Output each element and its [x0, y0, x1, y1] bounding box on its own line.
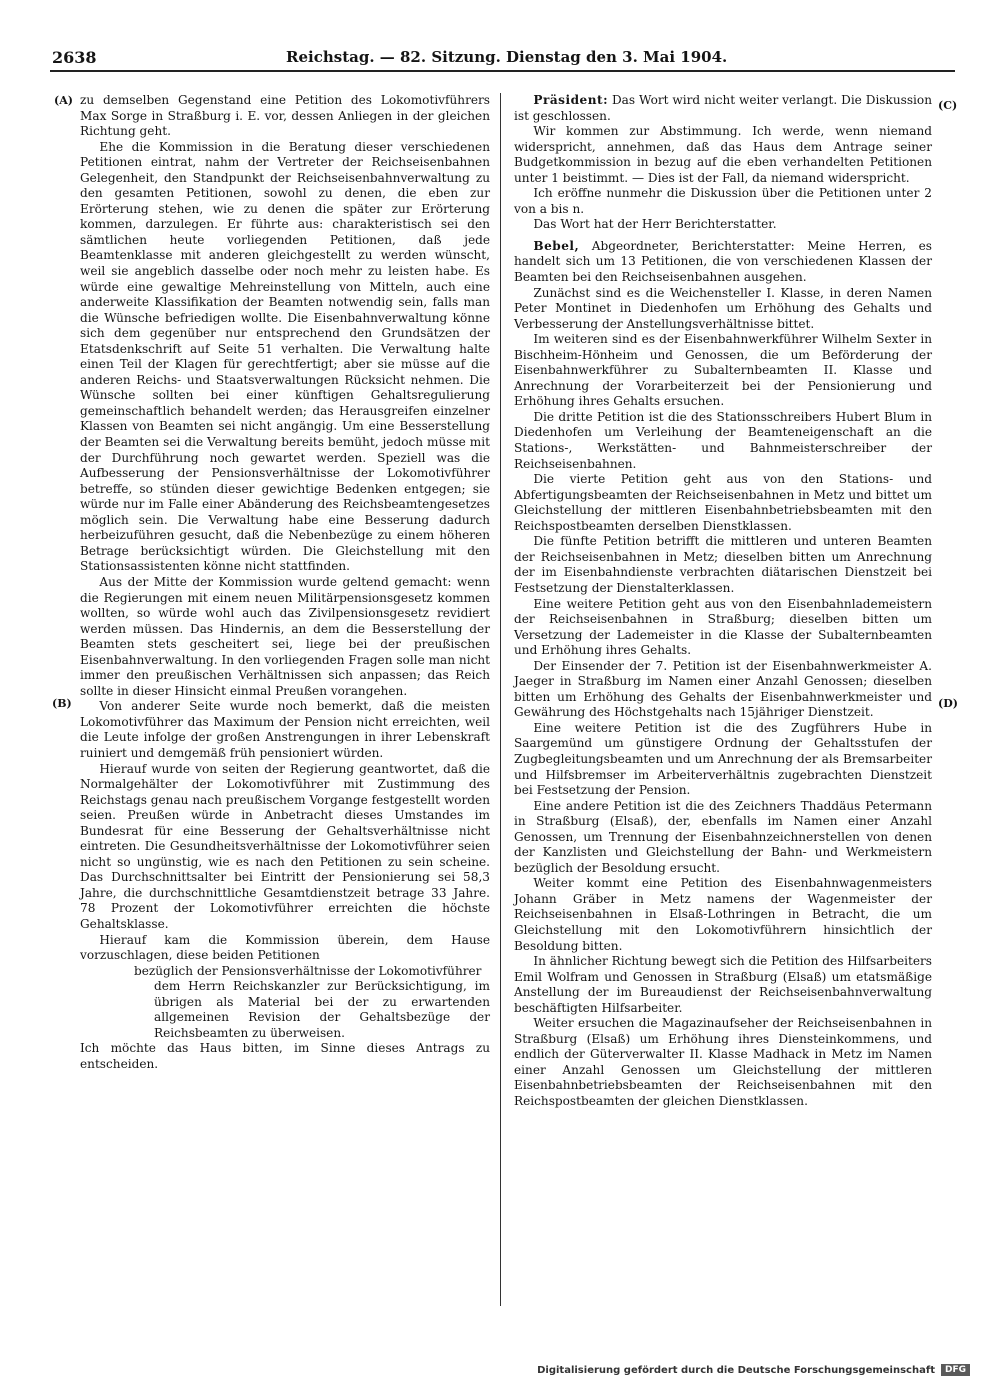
speech-bebel — [514, 239, 932, 286]
motion-clause: dem Herrn Reichskanzler zur Berücksichtigung, im übrigen als Material bei der zu erwartenden allgemeinen Revision der Gehaltsbezüge der Reichsbeamten zu überweisen. — [154, 979, 490, 1040]
speech-text: Meine Herren, es handelt sich um 13 Petitionen, die von verschiedenen Klassen der Beamten bei den Reichseisenbahnen ausgehen. — [514, 238, 932, 285]
speaker-name: Präsident: — [533, 93, 609, 107]
paragraph: Die dritte Petition ist die des Stationsschreibers Hubert Blum in Diedenhofen um Verleihung der Beamteneigenschaft an die Stations-, Werkstätten- und Bahnmeisterschreiber der Reichseisenbahnen. — [514, 409, 932, 471]
paragraph: Eine weitere Petition geht aus von den Eisenbahnlademeistern der Reichseisenbahnen in Straßburg; dieselben bitten um Versetzung der Lademeister in die Klasse der Subalternbeamten und Erhöhung ihres Gehalts. — [514, 596, 932, 658]
speech-president — [514, 93, 932, 124]
running-title: Reichstag. — 82. Sitzung. Dienstag den 3. Mai 1904. — [286, 48, 728, 66]
paragraph: In ähnlicher Richtung bewegt sich die Petition des Hilfsarbeiters Emil Wolfram und Genossen in Straßburg (Elsaß) um etatsmäßige Anstellung der im Bureaudienst der Reichseisenbahnverwaltung beschäftigten Hilfsarbeiter. — [514, 954, 932, 1015]
right-column — [514, 93, 932, 1110]
paragraph: Weiter kommt eine Petition des Eisenbahnwagenmeisters Johann Gräber in Metz namens der Wagenmeister der Reichseisenbahnen in Elsaß-Lothringen in Betracht, die um Gleichstellung mit den Lokomotivführern hinsichtlich der Besoldung bitten. — [514, 876, 932, 953]
paragraph: Der Einsender der 7. Petition ist der Eisenbahnwerkmeister A. Jaeger in Straßburg im Namen einer Anzahl Genossen; dieselben bitten um Erhöhung des Gehalts der Eisenbahnwerkmeister und Gewährung des Höchstgehalts nach 15jähriger Dienstzeit. — [514, 658, 932, 720]
paragraph: Ehe die Kommission in die Beratung dieser verschiedenen Petitionen eintrat, nahm der Vertreter der Reichseisenbahnen Gelegenheit, den Standpunkt der Reichseisenbahnverwaltung zu den gesamten Petitionen, sowohl zu denen, die eben zur Erörterung stehen, wie zu denen die später zur Erörterung kommen, darzulegen. Er führte aus: charakteristisch sei den sämtlichen heute vorliegenden Petitionen, daß jede Beamtenklasse mit anderen gleichgestellt zu werden wünscht, weil sie angeblich dasselbe oder noch mehr zu leisten habe. Es würde eine gewaltige Mehreinstellung von Mitteln, auch eine anderweite Klassifikation der Beamten notwendig sein, falls man die Wünsche befriedigen wollte. Die Eisenbahnverwaltung könne sich dem gegenüber nur entsprechend den Grundsätzen der Etatsdenkschrift auf Seite 51 verhalten. Die Verwaltung halte einen Teil der Klagen für gerechtfertigt; aber sie müsse auf die anderen Reichs- und Staatsverwaltungen Rücksicht nehmen. Die Wünsche sollten bei einer künftigen Gehaltsregulierung gemeinschaftlich behandelt werden; das Herausgreifen einzelner Klassen von Beamten sei nicht angängig. Um eine Besserstellung der Beamten sei die Verwaltung bereits bemüht, jedoch müsse mit der Durchführung noch gewartet werden. Speziell was die Aufbesserung der Pensionsverhältnisse der Lokomotivführer betreffe, so stünden dieser gewichtige Bedenken entgegen; sie würde nur im Falle einer Abänderung des Reichsbeamtengesetzes möglich sein. Die Verwaltung habe eine Besserung dadurch herbeizuführen gesucht, daß die Nebenbezüge zu einem höheren Betrage berücksichtigt würden. Die Gleichstellung mit den Stationsassistenten könne nicht stattfinden. — [80, 139, 490, 574]
paragraph: Weiter ersuchen die Magazinaufseher der Reichseisenbahnen in Straßburg (Elsaß) um Erhöhung ihres Diensteinkommens, und endlich der Güterverwalter II. Klasse Madhack in Metz im Namen einer Anzahl Genossen um Gleichstellung der mittleren Eisenbahnbetriebsbeamten der Reichseisenbahnen mit den Reichspostbeamten der gleichen Dienstklassen. — [514, 1016, 932, 1108]
left-column — [80, 93, 490, 1072]
margin-mark-d: (D) — [938, 697, 958, 710]
paragraph: Zunächst sind es die Weichensteller I. Klasse, in deren Namen Peter Montinet in Diedenhofen um Erhöhung des Gehalts und Verbesserung der Anstellungsverhältnisse bittet. — [514, 285, 932, 331]
paragraph: Wir kommen zur Abstimmung. Ich werde, wenn niemand widerspricht, annehmen, daß das Haus dem Antrage seiner Budgetkommission in bezug auf die eben verhandelten Petitionen unter 1 beistimmt. — Dies ist der Fall, da niemand widerspricht. — [514, 124, 932, 185]
margin-mark-a: (A) — [54, 94, 73, 107]
paragraph: Ich eröffne nunmehr die Diskussion über die Petitionen unter 2 von a bis n. — [514, 186, 932, 216]
speaker-name: Bebel, — [533, 238, 580, 253]
paragraph: Hierauf wurde von seiten der Regierung geantwortet, daß die Normalgehälter der Lokomotivführer mit Zustimmung des Reichstags genau nach preußischem Vorgange festgestellt worden seien. Preußen würde in Anbetracht dieses Umstandes im Bundesrat für eine Besserung der Gehaltsverhältnisse nicht eintreten. Die Gesundheitsverhältnisse der Lokomotivführer seien nicht so ungünstig, wie es nach den Petitionen zu sein scheine. Das Durchschnittsalter bei Eintritt der Pensionierung sei 58,3 Jahre, die durchschnittliche Gesamtdienstzeit betrage 33 Jahre. 78 Prozent der Lokomotivführer erreichten die höchste Gehaltsklasse. — [80, 761, 490, 931]
paragraph: Hierauf kam die Kommission überein, dem Hause vorzuschlagen, diese beiden Petitionen — [80, 932, 490, 963]
speech-text: Das Wort wird nicht weiter verlangt. Die Diskussion ist geschlossen. — [514, 93, 932, 123]
paragraph: Ich möchte das Haus bitten, im Sinne dieses Antrags zu entscheiden. — [80, 1041, 490, 1071]
paragraph: Eine andere Petition ist die des Zeichners Thaddäus Petermann in Straßburg (Elsaß), der, ebenfalls im Namen einer Anzahl Genossen, um Trennung der Eisenbahnzeichnerstellen von denen der Kanzlisten und Gleichstellung der Bahn- und Werkmeistern bezüglich der Besoldung ersucht. — [514, 798, 932, 875]
paragraph: Das Wort hat der Herr Berichterstatter. — [533, 217, 777, 232]
paragraph: Die fünfte Petition betrifft die mittleren und unteren Beamten der Reichseisenbahnen in Metz; dieselben bitten um Anrechnung der im Eisenbahndienste verbrachten diätarischen Dienstzeit bei Festsetzung der Dienstalterklassen. — [514, 534, 932, 595]
paragraph: Eine weitere Petition ist die des Zugführers Hube in Saargemünd um günstigere Ordnung der Gehaltsstufen der Zugbegleitungsbeamten und um Anrechnung der als Bremsarbeiter und Hilfsbremser im Arbeiterverhältnis zugebrachten Dienstzeit bei Festsetzung der Pension. — [514, 720, 932, 798]
paragraph: Im weiteren sind es der Eisenbahnwerkführer Wilhelm Sexter in Bischheim-Hönheim und Genossen, die um Beförderung der Eisenbahnwerkführer zu Subalternbeamten II. Klasse und Anrechnung der Vorarbeiterzeit bei der Pensionierung und Erhöhung ihres Gehalts ersuchen. — [514, 332, 932, 409]
motion-clause: bezüglich der Pensionsverhältnisse der Lokomotivführer — [134, 963, 482, 978]
paragraph: zu demselben Gegenstand eine Petition des Lokomotivführers Max Sorge in Straßburg i. E. vor, dessen Anliegen in der gleichen Richtung geht. — [80, 93, 490, 139]
funding-note: Digitalisierung gefördert durch die Deutsche Forschungsgemeinschaft — [537, 1364, 935, 1376]
page-footer — [537, 1364, 970, 1376]
paragraph: Die vierte Petition geht aus von den Stations- und Abfertigungsbeamten der Reichseisenbahnen in Metz und bittet um Gleichstellung der mittleren Eisenbahnbetriebsbeamten mit den Reichspostbeamten derselben Dienstklassen. — [514, 472, 932, 533]
dfg-logo: DFG — [941, 1364, 970, 1376]
margin-mark-c: (C) — [938, 99, 958, 112]
speaker-role: Abgeordneter, Berichterstatter: — [591, 238, 795, 253]
paragraph: Aus der Mitte der Kommission wurde geltend gemacht: wenn die Regierungen mit einem neuen Militärpensionsgesetz kommen wollten, so würde wohl auch das Zivilpensionsgesetz revidiert werden müssen. Das Hindernis, an dem die Besserstellung der Beamten stets gescheitert sei, liege bei der preußischen Eisenbahnverwaltung. In den vorliegenden Fragen solle man nicht immer den preußischen Verhältnissen sich anpassen; das Reich sollte in dieser Hinsicht einmal Preußen vorangehen. — [80, 574, 490, 698]
page-header — [50, 46, 955, 72]
header-rule — [50, 70, 955, 72]
column-divider — [500, 93, 501, 1306]
margin-mark-b: (B) — [52, 697, 72, 710]
page-number: 2638 — [52, 48, 97, 67]
paragraph: Von anderer Seite wurde noch bemerkt, daß die meisten Lokomotivführer das Maximum der Pension nicht erreichten, weil die Leute infolge der großen Anstrengungen in ihrer Lebenskraft ruiniert und demgemäß früh pensioniert würden. — [80, 699, 490, 760]
